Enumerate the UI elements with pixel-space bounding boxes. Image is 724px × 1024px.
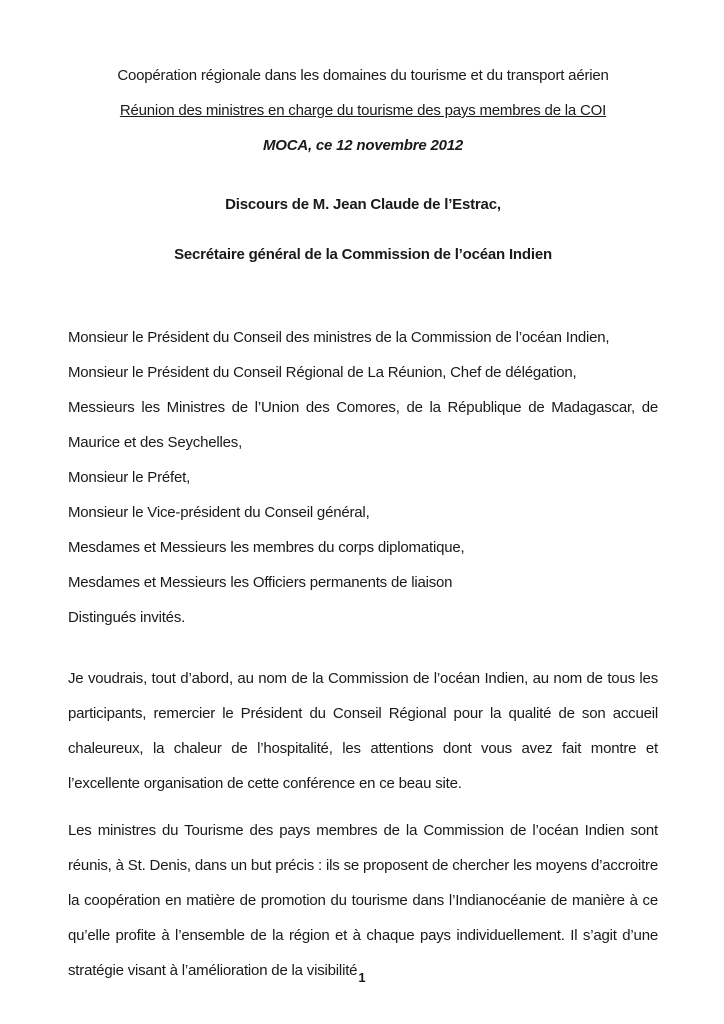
salutation-line: Monsieur le Vice-président du Conseil général,	[68, 504, 370, 521]
salutation-line: Distingués invités.	[68, 609, 186, 626]
salutations-block	[68, 320, 658, 635]
body-paragraph: Je voudrais, tout d’abord, au nom de la Commission de l’océan Indien, au nom de tous les participants, remercier le Président du Conseil Régional pour la qualité de son accueil chaleureux, la chaleur de l’hospitalité, les attentions dont vous avez fait montre et l’excellente organisation de cette conférence en ce beau site.	[68, 670, 658, 792]
salutation-line: Mesdames et Messieurs les Officiers permanents de liaison	[68, 574, 453, 591]
salutation-line: Messieurs les Ministres de l’Union des Comores, de la République de Madagascar, de Maurice et des Seychelles,	[68, 399, 658, 451]
page-number: 1	[358, 970, 366, 985]
salutation-line: Monsieur le Président du Conseil Régional de La Réunion, Chef de délégation,	[68, 364, 577, 381]
header-date-line: MOCA, ce 12 novembre 2012	[262, 137, 464, 154]
salutation-line: Monsieur le Préfet,	[68, 469, 191, 486]
speech-title	[68, 187, 658, 272]
document-header	[68, 58, 658, 163]
header-meeting-line: Réunion des ministres en charge du tourisme des pays membres de la COI	[119, 102, 607, 119]
salutation-line: Mesdames et Messieurs les membres du corps diplomatique,	[68, 539, 465, 556]
salutation-line: Monsieur le Président du Conseil des ministres de la Commission de l’océan Indien,	[68, 329, 610, 346]
speech-title-line-1: Discours de M. Jean Claude de l’Estrac,	[225, 196, 501, 213]
speech-title-line-2: Secrétaire général de la Commission de l’océan Indien	[174, 246, 552, 263]
body-paragraph: Les ministres du Tourisme des pays membres de la Commission de l’océan Indien sont réunis, à St. Denis, dans un but précis : ils se proposent de chercher les moyens d’accroitre la coopération en matière de promotion du tourisme dans l’Indianocéanie de manière à ce qu’elle profite à l’ensemble de la région et à chaque pays individuellement. Il s’agit d’une stratégie visant à l’amélioration de la visibilité	[68, 822, 658, 979]
header-subject-line: Coopération régionale dans les domaines du tourisme et du transport aérien	[117, 67, 609, 84]
